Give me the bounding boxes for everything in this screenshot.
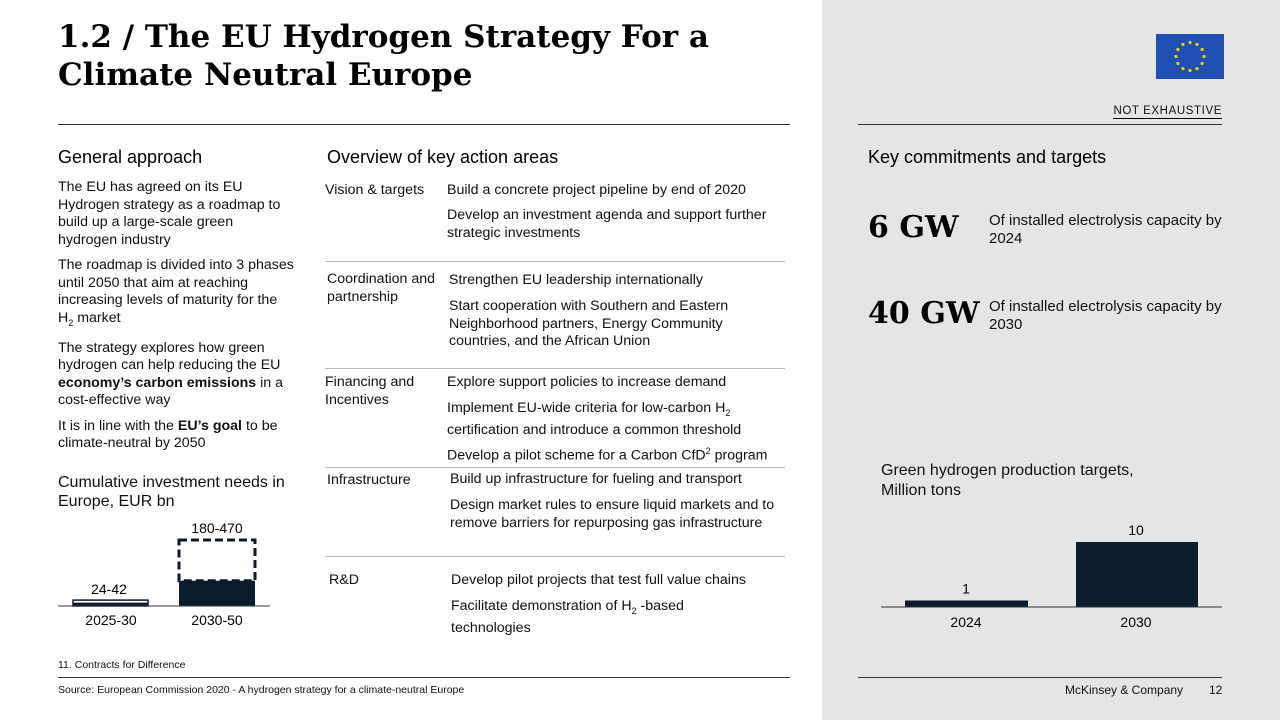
area-title-infrastructure: Infrastructure — [327, 472, 411, 488]
action-item — [447, 400, 792, 440]
area-divider — [325, 556, 785, 557]
general-approach-heading: General approach — [58, 147, 203, 167]
eu-flag-icon — [1156, 34, 1224, 79]
general-approach-text — [58, 179, 296, 461]
not-exhaustive-label: NOT EXHAUSTIVE — [1113, 105, 1222, 117]
investment-value-label-2: 180-470 — [191, 520, 243, 536]
footer-rule — [58, 677, 790, 678]
production-value-label-2: 10 — [1128, 522, 1144, 538]
area-title-vision: Vision & targets — [325, 182, 425, 198]
production-category-2: 2030 — [1120, 614, 1152, 630]
text-span: Implement EU-wide criteria for low-carbon H — [447, 400, 726, 416]
action-item: Develop an investment agenda and support further strategic investments — [447, 207, 767, 241]
investment-value-label-1: 24-42 — [91, 581, 127, 597]
production-chart — [881, 518, 1223, 638]
flag-star-icon — [1188, 41, 1191, 44]
production-chart-title: Green hydrogen production targets, Million tons — [881, 462, 1134, 499]
source-note: Source: European Commission 2020 - A hydrogen strategy for a climate-neutral Europe — [58, 684, 465, 696]
superscript: 2 — [705, 446, 711, 456]
action-item: Build a concrete project pipeline by end of 2020 — [447, 182, 746, 198]
flag-star-icon — [1176, 62, 1179, 65]
investment-category-2: 2030-50 — [191, 612, 243, 628]
production-bar-1 — [905, 601, 1028, 608]
action-item: Start cooperation with Southern and Eastern Neighborhood partners, Energy Community countries, and the African Union — [449, 298, 729, 349]
investment-bar-2-range — [179, 540, 255, 581]
flag-star-icon — [1201, 48, 1204, 51]
area-divider — [325, 467, 785, 468]
overview-heading: Overview of key action areas — [327, 147, 559, 167]
subscript: 2 — [631, 605, 637, 616]
general-paragraph-1: The EU has agreed on its EU Hydrogen strategy as a roadmap to build up a large-scale green hydrogen industry — [58, 179, 281, 248]
general-paragraph-4 — [58, 418, 296, 453]
bold-span: economy’s carbon emissions — [58, 374, 257, 391]
flag-star-icon — [1188, 69, 1191, 72]
flag-star-icon — [1202, 55, 1205, 58]
text-span: program — [710, 447, 768, 464]
footer-rule-right — [858, 677, 1222, 678]
footnote: 11. Contracts for Difference — [58, 659, 186, 671]
text-span: in a cost-effective way — [58, 374, 283, 409]
text-span: Facilitate demonstration of H — [451, 598, 632, 614]
flag-star-icon — [1181, 67, 1184, 70]
text-span: certification and introduce a common threshold — [447, 422, 742, 439]
flag-star-icon — [1176, 48, 1179, 51]
page-title: 1.2 / The EU Hydrogen Strategy For a Climate Neutral Europe — [58, 19, 709, 93]
text-span: -based technologies — [451, 598, 684, 637]
area-divider — [325, 261, 785, 262]
area-divider — [325, 368, 785, 369]
text-span: It is in line with the — [58, 417, 178, 434]
header-rule — [58, 124, 790, 125]
text-span: The strategy explores how green hydrogen can help reducing the EU — [58, 339, 281, 374]
action-item: Design market rules to ensure liquid markets and to remove barriers for repurposing gas infrastructure — [450, 497, 775, 531]
area-title-financing: Financing and Incentives — [325, 374, 415, 408]
subscript: 2 — [725, 407, 731, 418]
flag-star-icon — [1195, 67, 1198, 70]
bold-span: EU’s goal — [177, 417, 242, 434]
production-value-label-1: 1 — [962, 580, 970, 597]
action-item — [447, 443, 792, 465]
commitment-value-1: 6 GW — [868, 210, 959, 245]
investment-category-1: 2025-30 — [85, 612, 137, 628]
text-span: market — [73, 309, 121, 326]
action-item: Strengthen EU leadership internationally — [449, 272, 703, 288]
investment-chart-title: Cumulative investment needs in Europe, EUR bn — [58, 474, 285, 510]
action-item — [451, 598, 751, 638]
subscript: 2 — [68, 317, 74, 328]
general-paragraph-3 — [58, 340, 296, 410]
flag-star-icon — [1195, 43, 1198, 46]
header-rule-right — [858, 124, 1222, 125]
area-title-coordination: Coordination and partnership — [327, 271, 436, 305]
action-item: Develop pilot projects that test full value chains — [451, 572, 746, 588]
flag-star-icon — [1174, 55, 1177, 58]
production-bar-2 — [1076, 542, 1198, 607]
area-title-rd: R&D — [329, 572, 359, 588]
flag-star-icon — [1181, 43, 1184, 46]
commitment-text-2: Of installed electrolysis capacity by 2030 — [989, 298, 1222, 333]
page-number: 12 — [1209, 683, 1223, 697]
text-span: Develop a pilot scheme for a Carbon CfD — [447, 447, 706, 464]
text-span: to be climate-neutral by 2050 — [58, 417, 278, 452]
action-item: Explore support policies to increase demand — [447, 374, 727, 390]
flag-star-icon — [1201, 62, 1204, 65]
commitments-heading: Key commitments and targets — [868, 147, 1107, 167]
production-category-1: 2024 — [950, 614, 982, 630]
action-item: Build up infrastructure for fueling and transport — [450, 471, 742, 487]
text-span: The roadmap is divided into 3 phases until 2050 that aim at reaching increasing levels of maturity for the H — [58, 257, 294, 326]
eu-flag-stars-icon — [1156, 34, 1224, 79]
commitment-value-2: 40 GW — [868, 296, 980, 331]
commitment-text-1: Of installed electrolysis capacity by 2024 — [989, 212, 1222, 247]
investment-bar-2 — [179, 581, 255, 606]
general-paragraph-2 — [58, 257, 296, 332]
investment-chart — [58, 515, 288, 635]
company-name: McKinsey & Company — [1065, 683, 1184, 697]
